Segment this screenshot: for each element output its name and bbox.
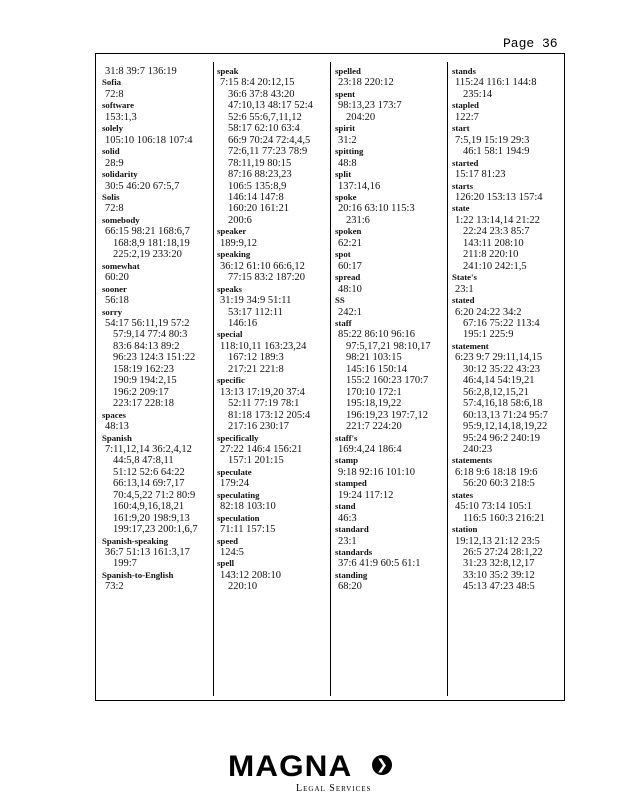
index-term: speak xyxy=(217,66,239,76)
index-references: 168:8,9 181:18,19 xyxy=(113,237,190,249)
index-entry xyxy=(217,375,329,432)
index-entry xyxy=(102,192,214,215)
index-references: 19:24 117:12 xyxy=(338,489,394,501)
index-references: 199:17,23 200:1,6,7 xyxy=(113,524,198,536)
index-references: 1:22 13:14,14 21:22 xyxy=(455,214,540,226)
index-entry xyxy=(335,89,447,123)
index-references: 199:7 xyxy=(113,558,137,570)
index-references: 31:2 xyxy=(338,134,357,146)
index-references: 45:13 47:23 48:5 xyxy=(463,581,535,593)
index-entry xyxy=(335,455,447,478)
index-references: 145:16 150:14 xyxy=(346,363,407,375)
logo-subtitle: Legal Services xyxy=(296,783,372,794)
index-term: SS xyxy=(335,295,345,306)
index-references: 51:12 52:6 64:22 xyxy=(113,466,185,478)
index-references: 122:7 xyxy=(455,111,479,123)
index-entry xyxy=(335,192,447,226)
index-term: spelled xyxy=(335,66,361,76)
index-term: sorry xyxy=(102,306,123,317)
index-references: 143:12 208:10 xyxy=(220,569,281,581)
index-term: somewhat xyxy=(102,260,140,271)
index-references: 31:8 39:7 136:19 xyxy=(105,66,177,77)
index-entry xyxy=(335,524,447,547)
index-term: stamp xyxy=(335,455,358,466)
index-references: 30:5 46:20 67:5,7 xyxy=(105,180,180,192)
index-references: 87:16 88:23,23 xyxy=(228,169,292,181)
index-term: spoken xyxy=(335,226,362,237)
index-references: 95:9,12,14,18,19,22 xyxy=(463,421,548,433)
index-references: 56:20 60:3 218:5 xyxy=(463,478,535,490)
index-entry xyxy=(217,226,329,249)
index-references: 60:20 xyxy=(105,272,129,284)
index-entry xyxy=(217,467,329,490)
index-term: speaker xyxy=(217,226,247,237)
index-references: 106:5 135:8,9 xyxy=(228,180,287,192)
index-term: solidarity xyxy=(102,169,138,180)
logo-wordmark: MAGNA xyxy=(228,750,353,783)
index-entry xyxy=(452,203,564,272)
index-references: 57:9,14 77:4 80:3 xyxy=(113,329,188,341)
index-references: 204:20 xyxy=(346,111,376,123)
index-references: 70:4,5,22 71:2 80:9 xyxy=(113,489,196,501)
index-references: 53:17 112:11 xyxy=(228,306,283,318)
index-references: 189:9,12 xyxy=(220,237,258,249)
index-term: sooner xyxy=(102,283,127,294)
index-references: 48:13 xyxy=(105,421,129,433)
index-references: 169:4,24 186:4 xyxy=(338,443,402,455)
index-references: 72:8 xyxy=(105,203,124,215)
index-references: 124:5 xyxy=(220,547,244,559)
index-term: spot xyxy=(335,249,351,260)
index-term: solely xyxy=(102,123,124,134)
index-references: 220:10 xyxy=(228,581,258,593)
index-references: 105:10 106:18 107:4 xyxy=(105,134,193,146)
index-references: 23:18 220:12 xyxy=(338,77,394,89)
index-references: 7:11,12,14 36:2,4,12 xyxy=(105,443,192,455)
index-entry xyxy=(102,410,214,433)
index-column-3 xyxy=(335,66,447,696)
index-references: 231:6 xyxy=(346,214,370,226)
index-term: specifically xyxy=(217,432,259,443)
index-references: 146:14 147:8 xyxy=(228,191,284,203)
page-number: Page 36 xyxy=(503,36,558,51)
index-entry xyxy=(335,433,447,456)
index-entry xyxy=(335,123,447,146)
index-entry xyxy=(335,501,447,524)
index-entry xyxy=(102,307,214,410)
index-references: 240:23 xyxy=(463,443,493,455)
index-references: 36:12 61:10 66:6,12 xyxy=(220,260,305,272)
index-references: 60:17 xyxy=(338,260,362,272)
index-references: 22:24 23:3 85:7 xyxy=(463,226,530,238)
index-references: 31:23 32:8,12,17 xyxy=(463,558,535,570)
index-references: 179:24 xyxy=(220,478,250,490)
index-references: 7:15 8:4 20:12,15 xyxy=(220,77,295,89)
index-references: 30:12 35:22 43:23 xyxy=(463,363,541,375)
index-term: somebody xyxy=(102,214,140,225)
index-references: 46:4,14 54:19,21 xyxy=(463,375,535,387)
index-references: 225:2,19 233:20 xyxy=(113,249,182,261)
index-references: 56:18 xyxy=(105,295,129,307)
index-references: 97:5,17,21 98:10,17 xyxy=(346,340,431,352)
index-entry xyxy=(102,261,214,284)
index-references: 15:17 81:23 xyxy=(455,169,506,181)
index-references: 6:18 9:6 18:18 19:6 xyxy=(455,466,538,478)
index-term: station xyxy=(452,524,478,535)
index-references: 47:10,13 48:17 52:4 xyxy=(228,100,313,112)
index-references: 167:12 189:3 xyxy=(228,352,284,364)
index-term: staff xyxy=(335,317,352,328)
index-term: statements xyxy=(452,455,493,466)
index-term: speculating xyxy=(217,489,260,500)
index-references: 115:24 116:1 144:8 xyxy=(455,77,537,89)
index-references: 160:4,9,16,18,21 xyxy=(113,501,185,513)
index-references: 242:1 xyxy=(338,306,362,318)
index-term: spread xyxy=(335,272,361,283)
index-term: spoke xyxy=(335,191,357,202)
index-references: 20:16 63:10 115:3 xyxy=(338,203,415,215)
index-references: 60:13,13 71:24 95:7 xyxy=(463,409,548,421)
index-column-1 xyxy=(102,66,214,696)
index-entry xyxy=(102,215,214,261)
index-entry xyxy=(335,295,447,318)
index-entry xyxy=(102,77,214,100)
index-entry xyxy=(335,272,447,295)
index-term: state xyxy=(452,203,470,214)
index-references: 196:2 209:17 xyxy=(113,386,169,398)
magna-logo xyxy=(228,750,398,794)
index-entry xyxy=(452,341,564,456)
index-references: 33:10 35:2 39:12 xyxy=(463,569,535,581)
index-references: 118:10,11 163:23,24 xyxy=(220,340,307,352)
index-entry xyxy=(102,169,214,192)
index-column-4 xyxy=(452,66,564,696)
index-references: 96:23 124:3 151:22 xyxy=(113,352,196,364)
index-term: starts xyxy=(452,180,474,191)
index-entry xyxy=(452,524,564,593)
index-references: 66:9 70:24 72:4,4,5 xyxy=(228,134,311,146)
index-entry xyxy=(217,513,329,536)
index-references: 56:2,8,12,15,21 xyxy=(463,386,529,398)
index-entry xyxy=(102,66,214,77)
index-entry xyxy=(102,433,214,536)
index-references: 78:11,19 80:15 xyxy=(228,157,292,169)
index-entry xyxy=(102,100,214,123)
index-entry xyxy=(335,169,447,192)
index-references: 52:6 55:6,7,11,12 xyxy=(228,111,302,123)
index-references: 195:1 225:9 xyxy=(463,329,514,341)
index-references: 143:11 208:10 xyxy=(463,237,524,249)
index-references: 66:13,14 69:7,17 xyxy=(113,478,185,490)
index-entry xyxy=(452,158,564,181)
index-references: 217:16 230:17 xyxy=(228,421,289,433)
index-term: standard xyxy=(335,524,369,535)
index-term: Spanish xyxy=(102,432,132,443)
index-entry xyxy=(335,547,447,570)
index-entry xyxy=(217,284,329,330)
index-frame xyxy=(95,53,565,701)
index-term: staff's xyxy=(335,432,358,443)
index-references: 137:14,16 xyxy=(338,180,381,192)
index-term: Spanish-to-English xyxy=(102,569,174,580)
index-entry xyxy=(335,226,447,249)
index-entry xyxy=(335,249,447,272)
index-references: 196:19,23 197:7,12 xyxy=(346,409,428,421)
index-entry xyxy=(335,318,447,433)
index-references: 58:17 62:10 63:4 xyxy=(228,123,300,135)
index-references: 195:18,19,22 xyxy=(346,398,402,410)
index-term: speaks xyxy=(217,283,242,294)
index-term: spent xyxy=(335,88,356,99)
index-references: 62:21 xyxy=(338,237,362,249)
index-entry xyxy=(452,100,564,123)
index-references: 241:10 242:1,5 xyxy=(463,260,527,272)
index-entry xyxy=(102,570,214,593)
index-term: stapled xyxy=(452,100,479,111)
index-entry xyxy=(335,570,447,593)
index-term: start xyxy=(452,123,470,134)
index-references: 217:21 221:8 xyxy=(228,363,284,375)
index-entry xyxy=(335,66,447,89)
index-references: 211:8 220:10 xyxy=(463,249,519,261)
index-references: 36:7 51:13 161:3,17 xyxy=(105,547,190,559)
index-entry xyxy=(452,490,564,524)
index-entry xyxy=(452,295,564,341)
index-references: 82:18 103:10 xyxy=(220,501,276,513)
column-divider xyxy=(330,62,331,696)
index-references: 23:1 xyxy=(455,283,474,295)
index-references: 98:21 103:15 xyxy=(346,352,402,364)
index-entry xyxy=(452,272,564,295)
index-term: software xyxy=(102,100,135,111)
index-references: 52:11 77:19 78:1 xyxy=(228,398,300,410)
index-entry xyxy=(217,66,329,226)
index-references: 72:8 xyxy=(105,88,124,100)
index-term: states xyxy=(452,489,474,500)
index-references: 45:10 73:14 105:1 xyxy=(455,501,533,513)
index-references: 116:5 160:3 216:21 xyxy=(463,512,545,524)
arrow-icon: ❯ xyxy=(372,755,392,775)
index-entry xyxy=(102,284,214,307)
index-references: 200:6 xyxy=(228,214,252,226)
index-references: 95:24 96:2 240:19 xyxy=(463,432,541,444)
index-references: 48:10 xyxy=(338,283,362,295)
index-references: 48:8 xyxy=(338,157,357,169)
index-references: 160:20 161:21 xyxy=(228,203,289,215)
index-entry xyxy=(335,146,447,169)
index-entry xyxy=(217,329,329,375)
index-term: special xyxy=(217,329,243,340)
index-term: speed xyxy=(217,535,239,546)
index-references: 155:2 160:23 170:7 xyxy=(346,375,429,387)
index-references: 73:2 xyxy=(105,581,124,593)
index-references: 72:6,11 77:23 78:9 xyxy=(228,146,308,158)
index-references: 83:6 84:13 89:2 xyxy=(113,340,180,352)
index-references: 26:5 27:24 28:1,22 xyxy=(463,547,543,559)
index-references: 146:16 xyxy=(228,317,258,329)
index-references: 31:19 34:9 51:11 xyxy=(220,295,292,307)
index-references: 44:5,8 47:8,11 xyxy=(113,455,174,467)
index-term: statement xyxy=(452,340,489,351)
index-references: 54:17 56:11,19 57:2 xyxy=(105,317,190,329)
index-term: Sofia xyxy=(102,77,122,88)
index-term: stamped xyxy=(335,478,367,489)
index-column-2 xyxy=(217,66,329,696)
index-term: standing xyxy=(335,569,368,580)
index-references: 66:15 98:21 168:6,7 xyxy=(105,226,190,238)
index-term: Solis xyxy=(102,191,120,202)
index-term: started xyxy=(452,157,479,168)
column-divider xyxy=(213,62,214,696)
index-references: 37:6 41:9 60:5 61:1 xyxy=(338,558,421,570)
index-term: solid xyxy=(102,146,120,157)
index-term: stands xyxy=(452,66,476,76)
index-references: 158:19 162:23 xyxy=(113,363,174,375)
index-references: 57:4,16,18 58:6,18 xyxy=(463,398,543,410)
index-entry xyxy=(452,66,564,100)
index-term: spell xyxy=(217,558,235,569)
index-references: 153:1,3 xyxy=(105,111,137,123)
index-entry xyxy=(102,146,214,169)
index-references: 221:7 224:20 xyxy=(346,421,402,433)
index-term: standards xyxy=(335,547,373,558)
index-references: 6:23 9:7 29:11,14,15 xyxy=(455,352,543,364)
index-references: 81:18 173:12 205:4 xyxy=(228,409,311,421)
index-entry xyxy=(217,249,329,283)
index-references: 67:16 75:22 113:4 xyxy=(463,317,540,329)
index-entry xyxy=(102,536,214,570)
index-references: 170:10 172:1 xyxy=(346,386,402,398)
index-entry xyxy=(217,558,329,592)
index-term: State's xyxy=(452,272,477,283)
index-entry xyxy=(217,490,329,513)
index-term: stand xyxy=(335,501,356,512)
index-references: 6:20 24:22 34:2 xyxy=(455,306,522,318)
index-references: 71:11 157:15 xyxy=(220,524,276,536)
index-references: 98:13,23 173:7 xyxy=(338,100,402,112)
index-entry xyxy=(102,123,214,146)
index-entry xyxy=(217,433,329,467)
index-references: 13:13 17:19,20 37:4 xyxy=(220,386,305,398)
index-references: 77:15 83:2 187:20 xyxy=(228,272,306,284)
index-references: 46:1 58:1 194:9 xyxy=(463,146,530,158)
index-references: 36:6 37:8 43:20 xyxy=(228,88,295,100)
index-references: 157:1 201:15 xyxy=(228,455,284,467)
index-entry xyxy=(452,123,564,157)
index-term: spirit xyxy=(335,123,356,134)
index-references: 19:12,13 21:12 23:5 xyxy=(455,535,540,547)
index-references: 235:14 xyxy=(463,88,493,100)
index-term: speculate xyxy=(217,466,252,477)
index-references: 161:9,20 198:9,13 xyxy=(113,512,190,524)
index-references: 190:9 194:2,15 xyxy=(113,375,177,387)
index-references: 7:5,19 15:19 29:3 xyxy=(455,134,530,146)
index-term: spaces xyxy=(102,409,126,420)
index-term: speaking xyxy=(217,249,251,260)
index-term: specific xyxy=(217,375,245,386)
index-entry xyxy=(217,536,329,559)
index-entry xyxy=(335,478,447,501)
index-references: 126:20 153:13 157:4 xyxy=(455,191,543,203)
index-references: 28:9 xyxy=(105,157,124,169)
index-term: speculation xyxy=(217,512,260,523)
index-term: split xyxy=(335,169,352,180)
index-entry xyxy=(452,181,564,204)
index-references: 46:3 xyxy=(338,512,357,524)
index-references: 9:18 92:16 101:10 xyxy=(338,466,416,478)
index-entry xyxy=(452,455,564,489)
index-term: Spanish-speaking xyxy=(102,535,169,546)
index-term: stated xyxy=(452,295,475,306)
index-term: spitting xyxy=(335,146,364,157)
index-references: 85:22 86:10 96:16 xyxy=(338,329,416,341)
column-divider xyxy=(447,62,448,696)
index-references: 223:17 228:18 xyxy=(113,398,174,410)
index-references: 23:1 xyxy=(338,535,357,547)
index-references: 68:20 xyxy=(338,581,362,593)
index-references: 27:22 146:4 156:21 xyxy=(220,443,303,455)
